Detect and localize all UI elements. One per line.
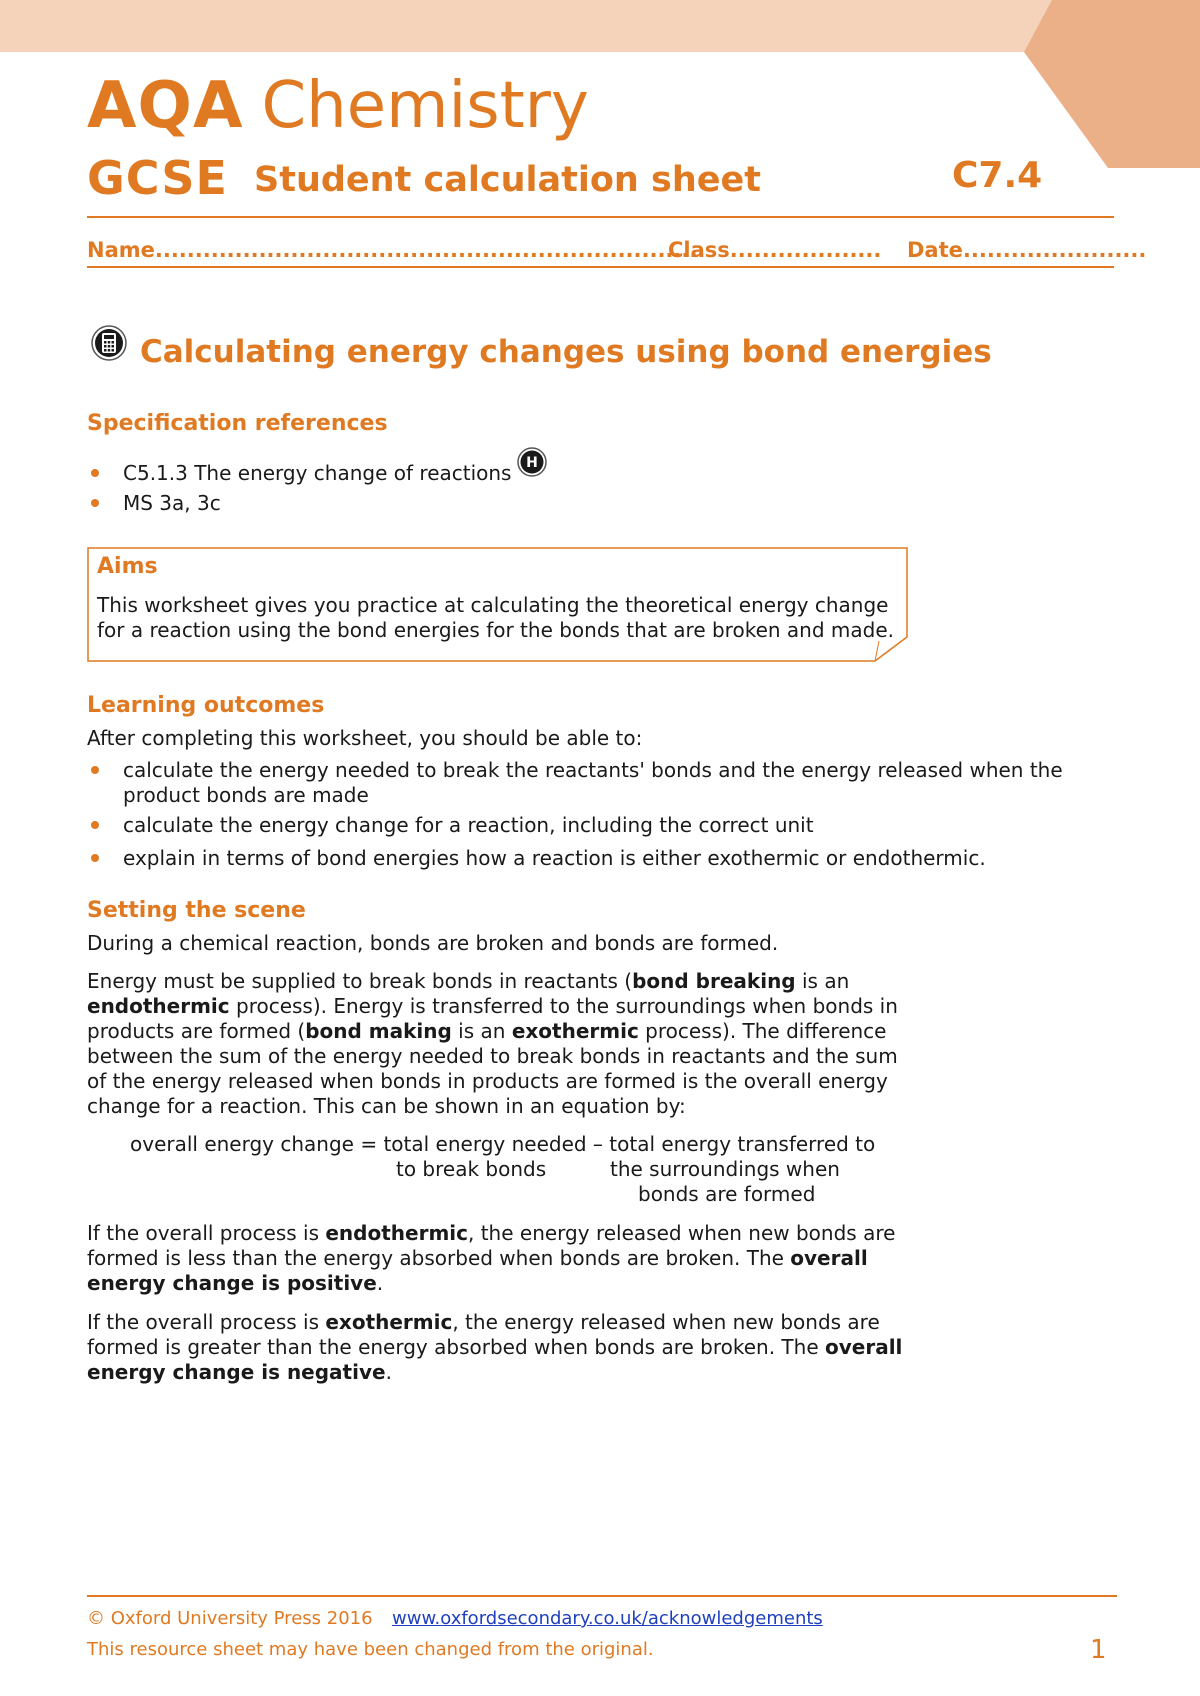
outcome-item: calculate the energy change for a reaction, including the correct unit	[123, 813, 814, 837]
bullet	[91, 854, 99, 862]
exothermic-paragraph-line: formed is greater than the energy absorbed when bonds are broken. The overall	[87, 1335, 903, 1359]
equation-subtext: bonds are formed	[638, 1182, 816, 1206]
aqa-logo: AQA	[87, 69, 244, 143]
bullet	[91, 821, 99, 829]
header-rule-top	[87, 216, 1114, 218]
corner-decoration	[1000, 0, 1200, 170]
equation-subtext: the surroundings when	[610, 1157, 840, 1181]
scene-paragraph-line: of the energy released when bonds in products are formed is the overall energy	[87, 1069, 888, 1093]
calculator-icon	[91, 325, 127, 361]
higher-tier-label: H	[526, 455, 538, 471]
spec-item: MS 3a, 3c	[123, 491, 221, 515]
subject-name: Chemistry	[261, 69, 589, 143]
aims-text-line: This worksheet gives you practice at calculating the theoretical energy change	[97, 593, 889, 617]
gcse-label: GCSE	[87, 151, 228, 205]
sheet-title: Student calculation sheet	[254, 160, 761, 200]
outcome-item: explain in terms of bond energies how a reaction is either exothermic or endothermic.	[123, 846, 986, 870]
scene-paragraph-line: products are formed (bond making is an exothermic process). The difference	[87, 1019, 887, 1043]
footer-rule	[87, 1595, 1117, 1597]
outcome-item-continued: product bonds are made	[123, 783, 369, 807]
endothermic-paragraph-line: energy change is positive.	[87, 1271, 384, 1295]
copyright: © Oxford University Press 2016	[87, 1608, 373, 1629]
equation-line: overall energy change = total energy needed – total energy transferred to	[130, 1132, 876, 1156]
aims-heading: Aims	[97, 554, 158, 579]
spec-item: C5.1.3 The energy change of reactions	[123, 461, 512, 485]
scene-paragraph-line: endothermic process). Energy is transferred to the surroundings when bonds in	[87, 994, 898, 1018]
endothermic-paragraph-line: If the overall process is endothermic, the energy released when new bonds are	[87, 1221, 896, 1245]
date-field[interactable]: Date.......................	[907, 238, 1147, 262]
equation-subtext: to break bonds	[396, 1157, 547, 1181]
acknowledgements-link[interactable]: www.oxfordsecondary.co.uk/acknowledgements	[392, 1608, 823, 1629]
outcomes-heading: Learning outcomes	[87, 693, 325, 718]
sheet-code: C7.4	[952, 155, 1043, 196]
scene-paragraph-line: change for a reaction. This can be shown in an equation by:	[87, 1094, 686, 1118]
name-field[interactable]: Name.....................................................................	[87, 238, 706, 262]
scene-paragraph-line: between the sum of the energy needed to break bonds in reactants and the sum	[87, 1044, 898, 1068]
higher-tier-icon	[517, 447, 547, 477]
scene-paragraph: During a chemical reaction, bonds are broken and bonds are formed.	[87, 931, 779, 955]
page-title: Calculating energy changes using bond energies	[140, 334, 992, 370]
brand-title	[87, 66, 589, 146]
aims-text-line: for a reaction using the bond energies for the bonds that are broken and made.	[97, 618, 894, 642]
bullet	[91, 499, 99, 507]
bullet	[91, 766, 99, 774]
outcomes-intro: After completing this worksheet, you should be able to:	[87, 726, 643, 750]
outcome-item: calculate the energy needed to break the reactants' bonds and the energy released when the	[123, 758, 1063, 782]
bullet	[91, 469, 99, 477]
spec-heading: Specification references	[87, 411, 388, 436]
exothermic-paragraph-line: If the overall process is exothermic, the energy released when new bonds are	[87, 1310, 880, 1334]
scene-paragraph-line: Energy must be supplied to break bonds in reactants (bond breaking is an	[87, 969, 850, 993]
header-rule-bottom	[87, 266, 1114, 268]
exothermic-paragraph-line: energy change is negative.	[87, 1360, 392, 1384]
page-number: 1	[1090, 1635, 1107, 1665]
endothermic-paragraph-line: formed is less than the energy absorbed when bonds are broken. The overall	[87, 1246, 868, 1270]
class-field[interactable]: Class...................	[668, 238, 882, 262]
footer-note: This resource sheet may have been changed from the original.	[87, 1639, 654, 1660]
scene-heading: Setting the scene	[87, 898, 306, 923]
